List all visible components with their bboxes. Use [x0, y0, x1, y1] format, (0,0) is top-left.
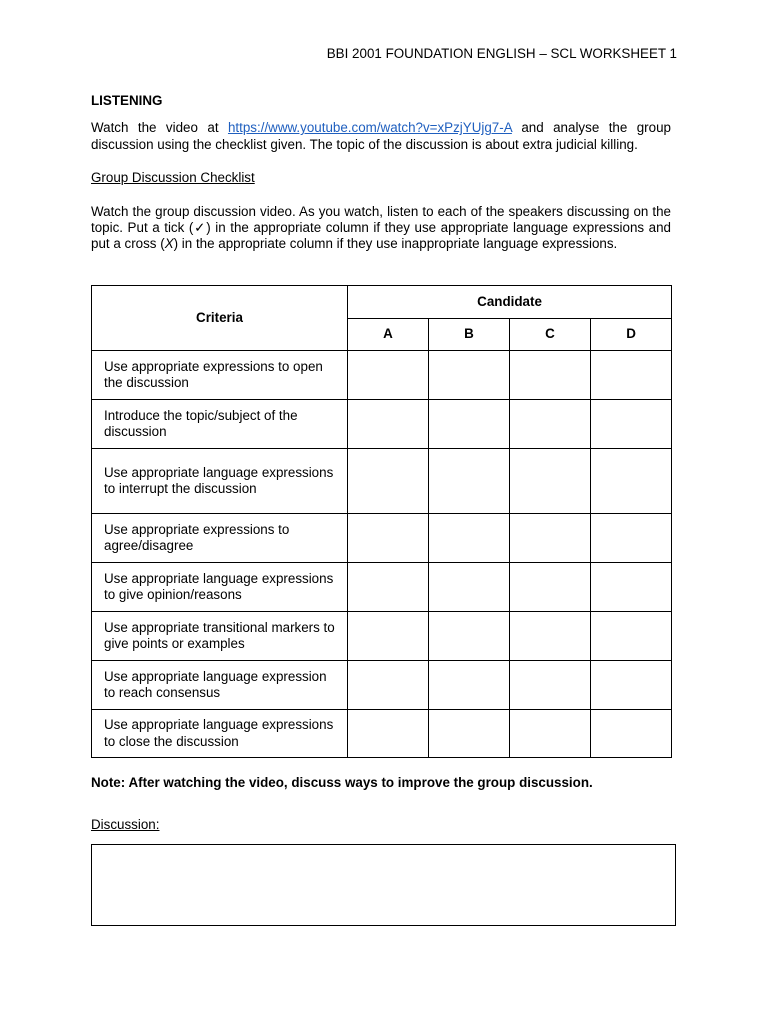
candidate-col-a: A: [348, 319, 429, 351]
instructions-part-2: ) in the appropriate column if they use appropriate language expressions and put a cross (: [91, 220, 671, 252]
checklist-cell[interactable]: [510, 710, 591, 758]
table-row: [92, 514, 672, 563]
listening-section: [91, 93, 671, 253]
checklist-cell[interactable]: [591, 400, 672, 449]
checklist-cell[interactable]: [591, 710, 672, 758]
worksheet-header: BBI 2001 FOUNDATION ENGLISH – SCL WORKSHEET 1: [326, 46, 677, 61]
checklist-cell[interactable]: [510, 400, 591, 449]
checklist-cell[interactable]: [429, 400, 510, 449]
criterion-cell: Use appropriate expressions to open the discussion: [92, 351, 348, 400]
candidate-col-d: D: [591, 319, 672, 351]
criterion-cell: Use appropriate expressions to agree/disagree: [92, 514, 348, 563]
intro-paragraph: [91, 120, 671, 153]
discussion-label: Discussion:: [91, 817, 160, 832]
checklist-cell[interactable]: [591, 351, 672, 400]
criterion-cell: Introduce the topic/subject of the discussion: [92, 400, 348, 449]
checklist-cell[interactable]: [591, 449, 672, 514]
checklist-instructions: [91, 204, 671, 253]
note-text: Note: After watching the video, discuss ways to improve the group discussion.: [91, 775, 593, 790]
intro-text-end: and analyse the group discussion using the checklist given. The topic of the discussion is about extra judicial killing.: [91, 120, 671, 152]
candidate-col-c: C: [510, 319, 591, 351]
checklist-cell[interactable]: [510, 514, 591, 563]
criterion-cell: Use appropriate language expressions to interrupt the discussion: [92, 449, 348, 514]
checklist-title: Group Discussion Checklist: [91, 170, 255, 186]
video-link[interactable]: https://www.youtube.com/watch?v=xPzjYUjg7-A: [227, 120, 512, 136]
cross-symbol: X: [164, 236, 174, 252]
checklist-table: [91, 285, 672, 758]
checklist-cell[interactable]: [510, 351, 591, 400]
criterion-cell: Use appropriate language expressions to give opinion/reasons: [92, 563, 348, 612]
checklist-cell[interactable]: [348, 514, 429, 563]
checklist-cell[interactable]: [429, 661, 510, 710]
candidate-header: Candidate: [348, 286, 672, 319]
tick-symbol: ✓: [193, 220, 207, 236]
criterion-cell: Use appropriate language expression to reach consensus: [92, 661, 348, 710]
table-row: [92, 612, 672, 661]
checklist-cell[interactable]: [348, 563, 429, 612]
table-row: [92, 563, 672, 612]
checklist-cell[interactable]: [591, 661, 672, 710]
table-row: [92, 661, 672, 710]
candidate-col-b: B: [429, 319, 510, 351]
checklist-cell[interactable]: [591, 563, 672, 612]
checklist-cell[interactable]: [510, 612, 591, 661]
checklist-cell[interactable]: [348, 710, 429, 758]
criteria-header: Criteria: [92, 286, 348, 351]
checklist-cell[interactable]: [429, 612, 510, 661]
criterion-cell: Use appropriate language expressions to close the discussion: [92, 710, 348, 758]
checklist-cell[interactable]: [348, 661, 429, 710]
checklist-cell[interactable]: [429, 514, 510, 563]
checklist-cell[interactable]: [429, 449, 510, 514]
instructions-part-1: Watch the group discussion video. As you watch, listen to each of the speakers discussing on the topic. Put a tick (: [91, 203, 671, 236]
intro-text-start: Watch the video at: [91, 120, 228, 136]
criterion-cell: Use appropriate transitional markers to give points or examples: [92, 612, 348, 661]
discussion-box[interactable]: [91, 844, 676, 926]
checklist-cell[interactable]: [348, 400, 429, 449]
checklist-cell[interactable]: [429, 351, 510, 400]
table-row: [92, 400, 672, 449]
checklist-cell[interactable]: [348, 351, 429, 400]
checklist-cell[interactable]: [348, 612, 429, 661]
table-row: [92, 710, 672, 758]
table-row: [92, 449, 672, 514]
checklist-cell[interactable]: [591, 612, 672, 661]
checklist-cell[interactable]: [348, 449, 429, 514]
checklist-cell[interactable]: [429, 563, 510, 612]
checklist-cell[interactable]: [591, 514, 672, 563]
checklist-cell[interactable]: [429, 710, 510, 758]
checklist-cell[interactable]: [510, 449, 591, 514]
table-row: [92, 351, 672, 400]
instructions-part-3: ) in the appropriate column if they use inappropriate language expressions.: [173, 236, 618, 252]
section-heading: LISTENING: [91, 93, 163, 108]
checklist-cell[interactable]: [510, 563, 591, 612]
checklist-cell[interactable]: [510, 661, 591, 710]
